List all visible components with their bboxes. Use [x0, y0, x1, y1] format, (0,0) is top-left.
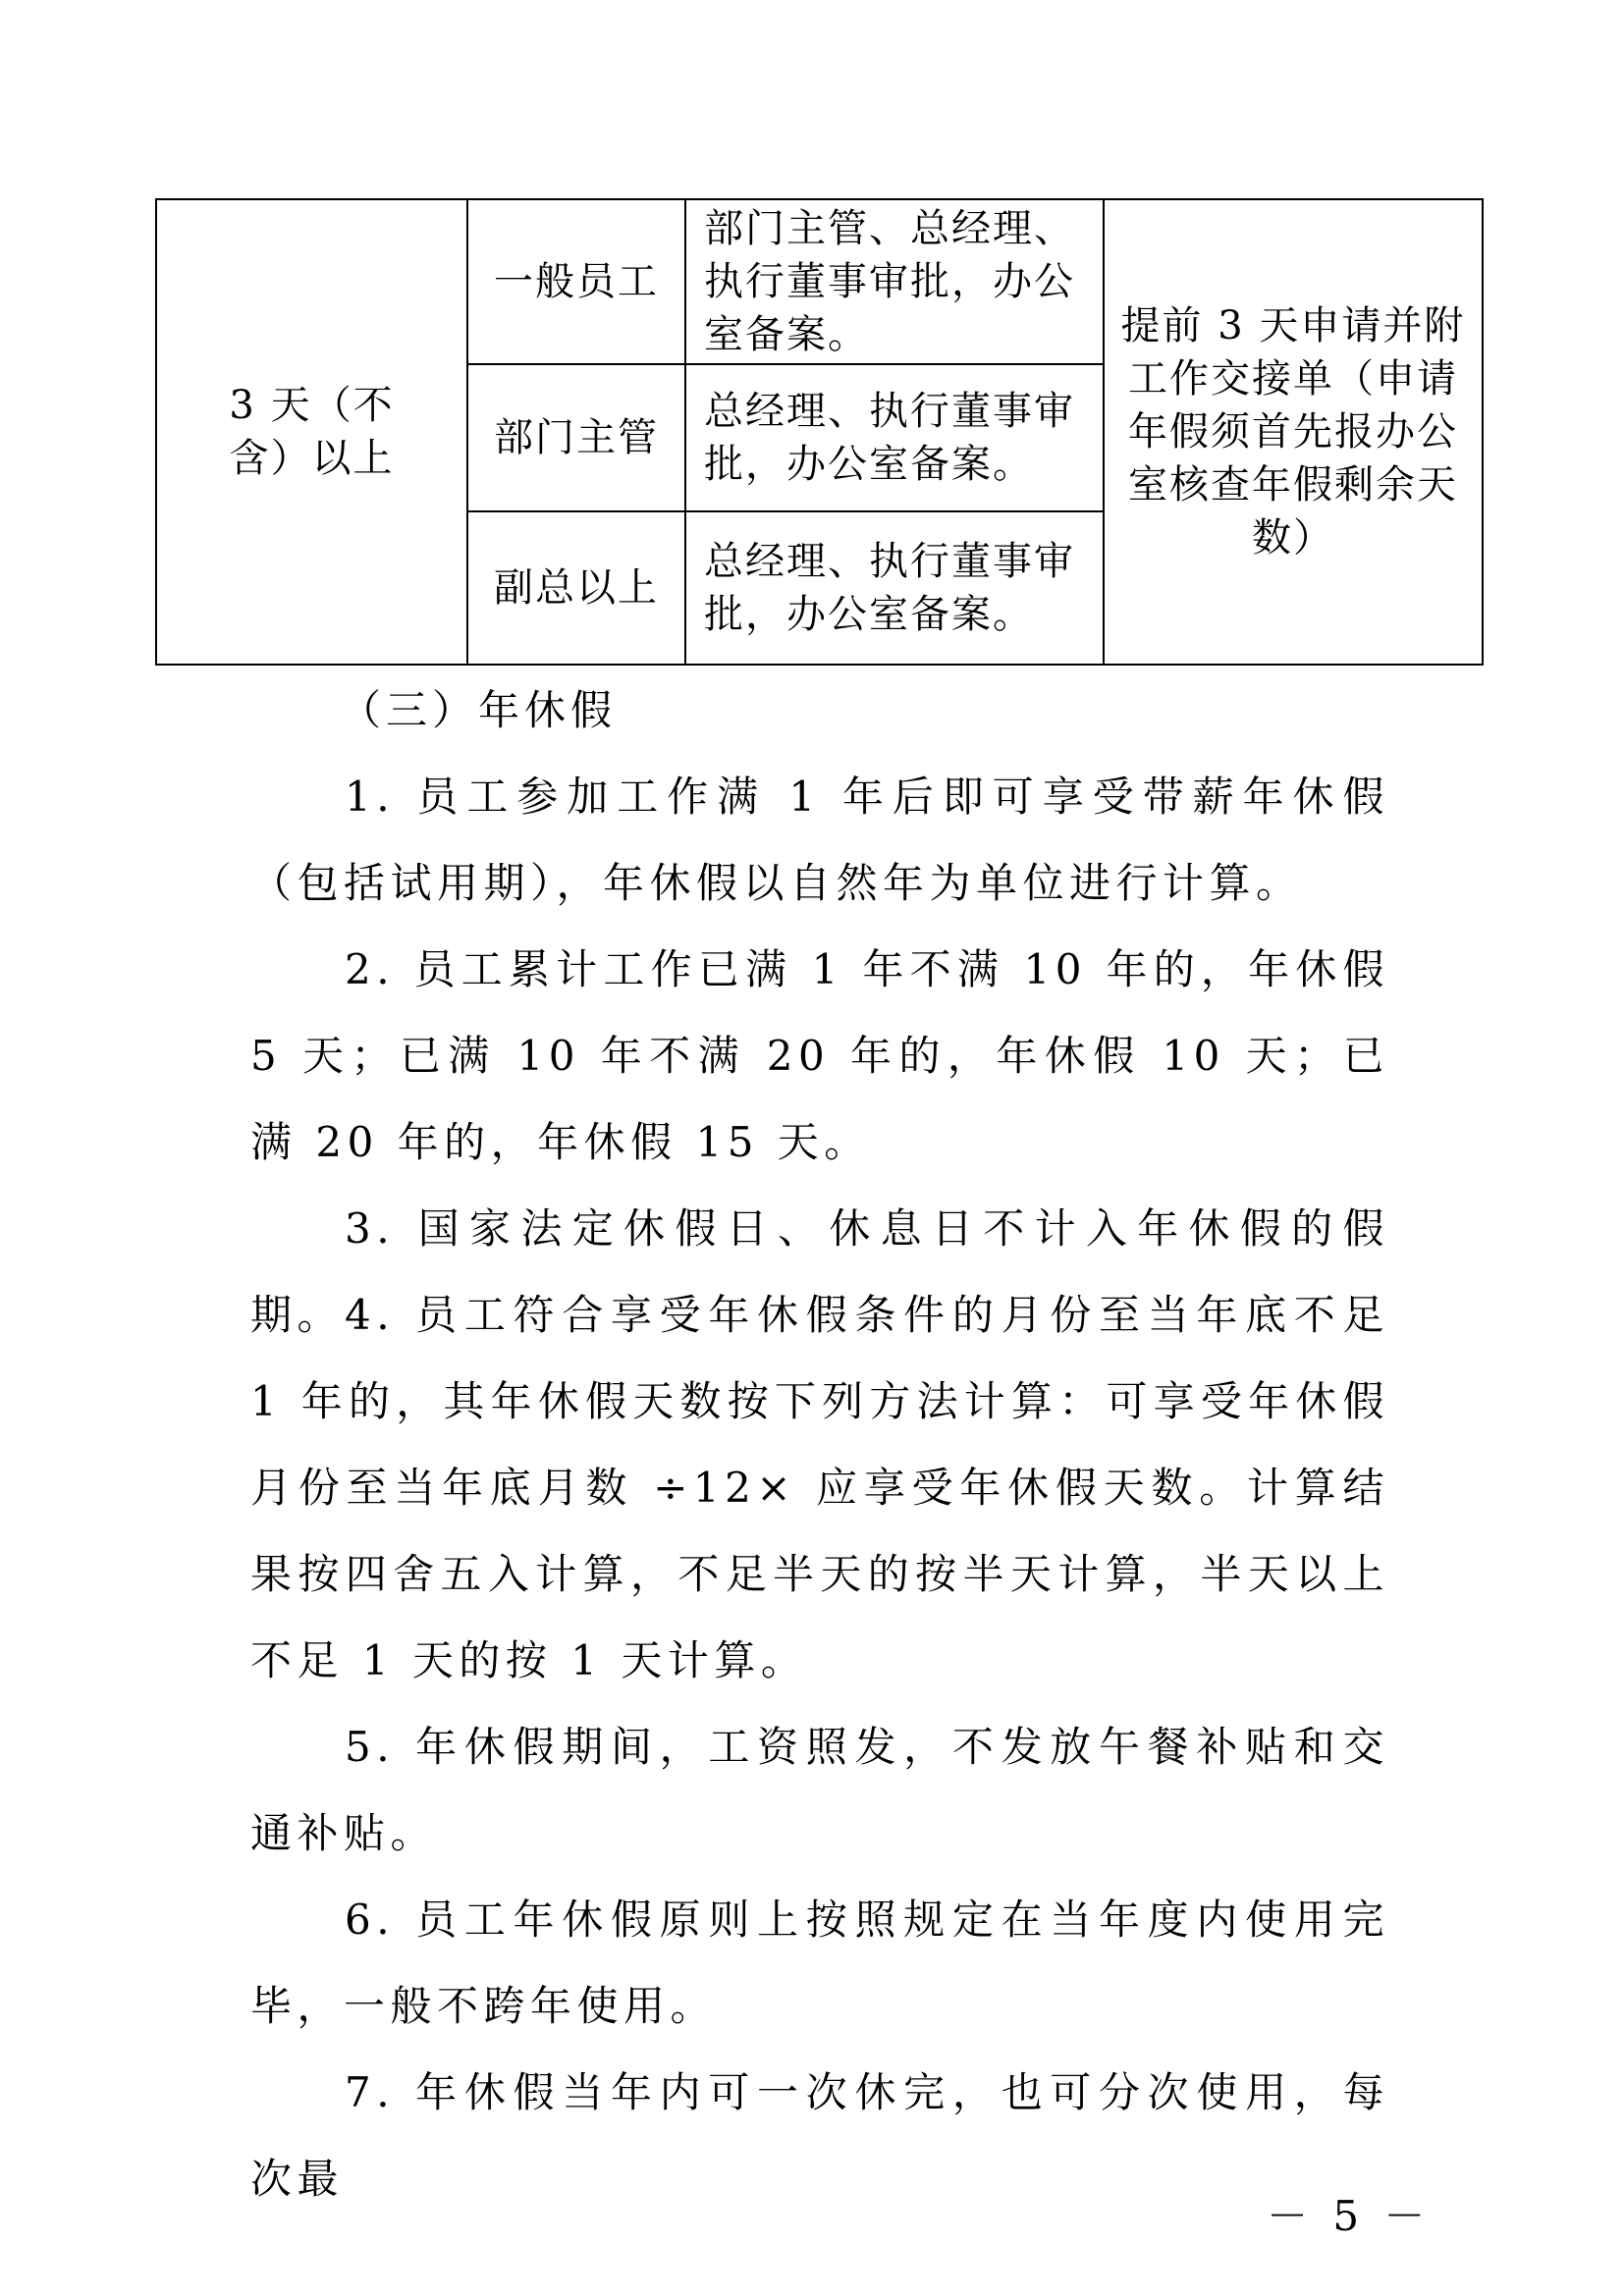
paragraph-item-2: 2. 员工累计工作已满 1 年不满 10 年的，年休假 5 天；已满 10 年不满 20 年的，年休假 10 天；已满 20 年的，年休假 15 天。	[250, 945, 1389, 1166]
table-row	[156, 199, 1483, 364]
paragraph-item-1: 1. 员工参加工作满 1 年后即可享受带薪年休假（包括试用期），年休假以自然年为单位进行计算。	[250, 773, 1389, 907]
approval-cell: 总经理、执行董事审批，办公室备案。	[685, 511, 1104, 665]
leave-approval-table	[155, 198, 1484, 666]
role-cell: 部门主管	[467, 364, 685, 511]
requirement-note-cell: 提前 3 天申请并附工作交接单（申请年假须首先报办公室核查年假剩余天数）	[1104, 199, 1483, 665]
page-number: － 5 －	[1267, 2192, 1432, 2240]
role-cell: 副总以上	[467, 511, 685, 665]
section-heading: （三）年休假	[340, 686, 618, 734]
paragraph-item-7: 7. 年休假当年内可一次休完，也可分次使用，每次最	[250, 2068, 1389, 2203]
paragraph-item-3: 3. 国家法定休假日、休息日不计入年休假的假期。	[250, 1204, 1389, 1339]
paragraph-item-6: 6. 员工年休假原则上按照规定在当年度内使用完毕，一般不跨年使用。	[250, 1896, 1389, 2030]
role-cell: 一般员工	[467, 199, 685, 364]
leave-period-cell: 3 天（不含）以上	[156, 199, 467, 665]
paragraph-item-5: 5. 年休假期间，工资照发，不发放午餐补贴和交通补贴。	[250, 1723, 1389, 1857]
approval-cell: 总经理、执行董事审批，办公室备案。	[685, 364, 1104, 511]
approval-cell: 部门主管、总经理、执行董事审批，办公室备案。	[685, 199, 1104, 364]
paragraph-item-4: 4. 员工符合享受年休假条件的月份至当年底不足 1 年的，其年休假天数按下列方法计算：可享受年休假月份至当年底月数 ÷12× 应享受年休假天数。计算结果按四舍五入计算，不足半天的按半天计算，半天以上不足 1 天的按 1 天计算。	[250, 1291, 1389, 1684]
